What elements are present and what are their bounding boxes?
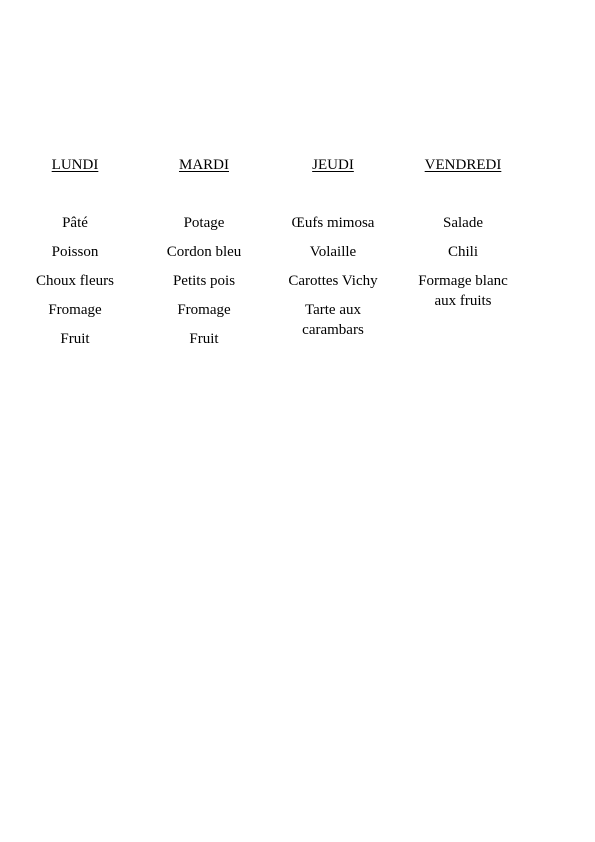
dish-list (398, 213, 528, 311)
dish-item: Fruit (60, 331, 90, 347)
dish-list (139, 213, 269, 349)
dish-item: Pâté (62, 215, 88, 231)
dish-item: Salade (443, 215, 483, 231)
dish-item: Fruit (189, 331, 219, 347)
day-heading: LUNDI (51, 157, 99, 173)
day-column-lundi (10, 155, 140, 358)
day-column-vendredi (398, 155, 528, 320)
dish-item: Tarte aux carambars (302, 302, 364, 338)
day-column-jeudi (268, 155, 398, 349)
dish-list (268, 213, 398, 340)
dish-item: Choux fleurs (36, 273, 114, 289)
dish-item: Fromage (48, 302, 102, 318)
dish-list (10, 213, 140, 349)
day-column-mardi (139, 155, 269, 358)
dish-item: Cordon bleu (166, 244, 242, 260)
dish-item: Volaille (309, 244, 357, 260)
dish-item: Poisson (51, 244, 99, 260)
dish-item: Formage blanc aux fruits (418, 273, 508, 309)
day-heading: MARDI (178, 157, 229, 173)
dish-item: Œufs mimosa (291, 215, 375, 231)
day-heading: JEUDI (312, 157, 354, 173)
dish-item: Potage (183, 215, 225, 231)
dish-item: Petits pois (172, 273, 236, 289)
dish-item: Carottes Vichy (288, 273, 378, 289)
day-heading: VENDREDI (424, 157, 502, 173)
dish-item: Fromage (177, 302, 231, 318)
dish-item: Chili (447, 244, 478, 260)
